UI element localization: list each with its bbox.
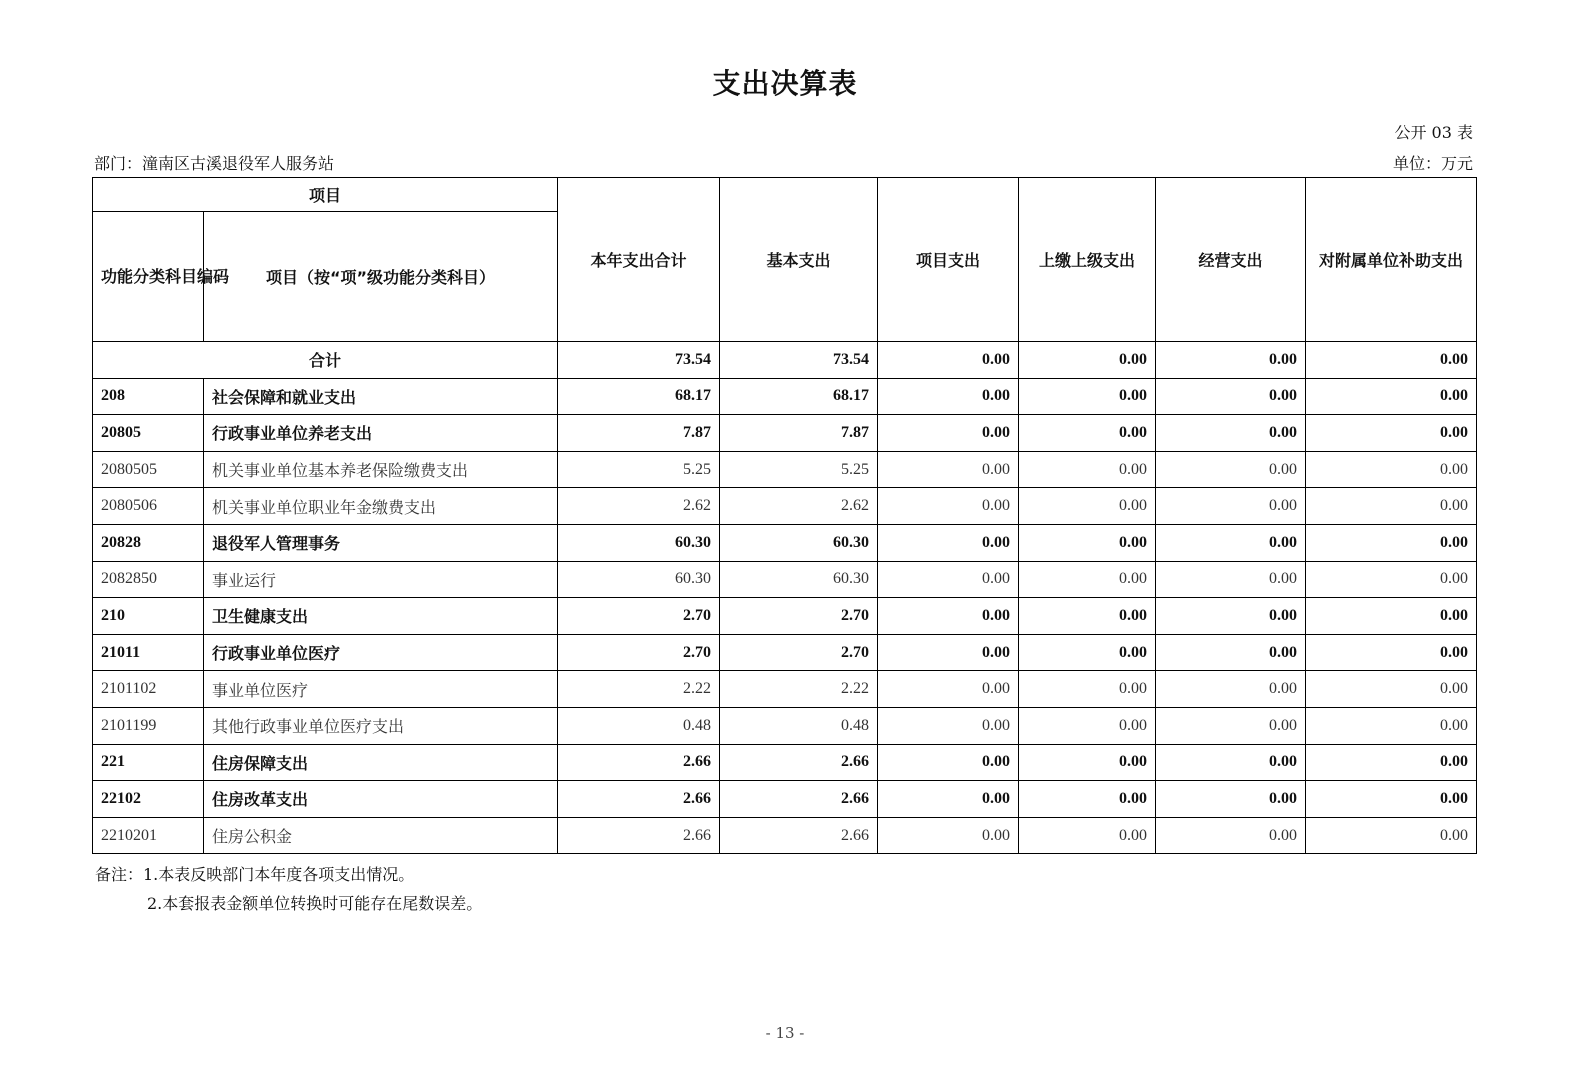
cell-subsidy: 0.00 xyxy=(1306,634,1477,671)
cell-project: 0.00 xyxy=(878,524,1019,561)
cell-upper: 0.00 xyxy=(1019,451,1156,488)
cell-business: 0.00 xyxy=(1156,488,1306,525)
cell-name: 住房保障支出 xyxy=(204,744,558,781)
cell-upper: 0.00 xyxy=(1019,378,1156,415)
total-row xyxy=(93,342,1477,379)
header-subsidy: 对附属单位补助支出 xyxy=(1306,178,1477,342)
cell-total: 60.30 xyxy=(558,561,720,598)
cell-name: 行政事业单位养老支出 xyxy=(204,415,558,452)
cell-basic: 73.54 xyxy=(720,342,878,379)
cell-total: 2.66 xyxy=(558,817,720,854)
cell-business: 0.00 xyxy=(1156,744,1306,781)
cell-project: 0.00 xyxy=(878,378,1019,415)
cell-business: 0.00 xyxy=(1156,524,1306,561)
table-row xyxy=(93,561,1477,598)
cell-project: 0.00 xyxy=(878,598,1019,635)
cell-subsidy: 0.00 xyxy=(1306,707,1477,744)
cell-code: 2101102 xyxy=(93,671,204,708)
cell-name: 事业单位医疗 xyxy=(204,671,558,708)
cell-basic: 2.62 xyxy=(720,488,878,525)
cell-total: 2.70 xyxy=(558,598,720,635)
cell-subsidy: 0.00 xyxy=(1306,598,1477,635)
cell-code: 22102 xyxy=(93,781,204,818)
cell-project: 0.00 xyxy=(878,707,1019,744)
cell-subsidy: 0.00 xyxy=(1306,561,1477,598)
cell-subsidy: 0.00 xyxy=(1306,451,1477,488)
cell-business: 0.00 xyxy=(1156,707,1306,744)
cell-upper: 0.00 xyxy=(1019,598,1156,635)
cell-basic: 68.17 xyxy=(720,378,878,415)
header-basic: 基本支出 xyxy=(720,178,878,342)
cell-business: 0.00 xyxy=(1156,817,1306,854)
cell-code: 210 xyxy=(93,598,204,635)
cell-total: 60.30 xyxy=(558,524,720,561)
cell-project: 0.00 xyxy=(878,451,1019,488)
cell-code: 2080505 xyxy=(93,451,204,488)
cell-total: 2.66 xyxy=(558,781,720,818)
cell-total: 2.70 xyxy=(558,634,720,671)
cell-basic: 2.70 xyxy=(720,598,878,635)
note-2: 2.本套报表金额单位转换时可能存在尾数误差。 xyxy=(147,894,483,913)
table-row xyxy=(93,671,1477,708)
cell-code: 20805 xyxy=(93,415,204,452)
cell-subsidy: 0.00 xyxy=(1306,817,1477,854)
cell-basic: 60.30 xyxy=(720,524,878,561)
table-row xyxy=(93,634,1477,671)
cell-project: 0.00 xyxy=(878,634,1019,671)
cell-upper: 0.00 xyxy=(1019,415,1156,452)
cell-business: 0.00 xyxy=(1156,378,1306,415)
header-code: 功能分类科目编码 xyxy=(93,212,204,342)
cell-basic: 0.48 xyxy=(720,707,878,744)
cell-basic: 2.66 xyxy=(720,817,878,854)
cell-total: 7.87 xyxy=(558,415,720,452)
cell-business: 0.00 xyxy=(1156,451,1306,488)
cell-basic: 2.66 xyxy=(720,744,878,781)
cell-basic: 2.70 xyxy=(720,634,878,671)
cell-project: 0.00 xyxy=(878,744,1019,781)
header-upper: 上缴上级支出 xyxy=(1019,178,1156,342)
cell-business: 0.00 xyxy=(1156,342,1306,379)
cell-upper: 0.00 xyxy=(1019,781,1156,818)
cell-upper: 0.00 xyxy=(1019,342,1156,379)
cell-project: 0.00 xyxy=(878,561,1019,598)
cell-code: 208 xyxy=(93,378,204,415)
cell-upper: 0.00 xyxy=(1019,488,1156,525)
cell-subsidy: 0.00 xyxy=(1306,415,1477,452)
header-business: 经营支出 xyxy=(1156,178,1306,342)
cell-basic: 60.30 xyxy=(720,561,878,598)
cell-subsidy: 0.00 xyxy=(1306,342,1477,379)
table-row xyxy=(93,451,1477,488)
cell-business: 0.00 xyxy=(1156,781,1306,818)
page-title: 支出决算表 xyxy=(712,67,858,100)
cell-subsidy: 0.00 xyxy=(1306,744,1477,781)
cell-basic: 2.22 xyxy=(720,671,878,708)
cell-name: 卫生健康支出 xyxy=(204,598,558,635)
unit-label: 单位：万元 xyxy=(1392,154,1473,173)
cell-name: 住房改革支出 xyxy=(204,781,558,818)
table-row xyxy=(93,781,1477,818)
table-row xyxy=(93,415,1477,452)
cell-business: 0.00 xyxy=(1156,598,1306,635)
cell-name: 机关事业单位职业年金缴费支出 xyxy=(204,488,558,525)
cell-name: 住房公积金 xyxy=(204,817,558,854)
cell-code: 2080506 xyxy=(93,488,204,525)
expenditure-table xyxy=(92,177,1477,854)
header-item: 项目（按“项”级功能分类科目） xyxy=(204,212,558,342)
table-row xyxy=(93,378,1477,415)
cell-name: 其他行政事业单位医疗支出 xyxy=(204,707,558,744)
cell-project: 0.00 xyxy=(878,342,1019,379)
header-total: 本年支出合计 xyxy=(558,178,720,342)
cell-total: 73.54 xyxy=(558,342,720,379)
table-row xyxy=(93,488,1477,525)
cell-project: 0.00 xyxy=(878,817,1019,854)
cell-upper: 0.00 xyxy=(1019,744,1156,781)
cell-project: 0.00 xyxy=(878,671,1019,708)
cell-total: 0.48 xyxy=(558,707,720,744)
cell-subsidy: 0.00 xyxy=(1306,488,1477,525)
cell-name: 机关事业单位基本养老保险缴费支出 xyxy=(204,451,558,488)
table-row xyxy=(93,598,1477,635)
cell-upper: 0.00 xyxy=(1019,707,1156,744)
cell-upper: 0.00 xyxy=(1019,634,1156,671)
notes xyxy=(95,860,482,918)
cell-total: 2.62 xyxy=(558,488,720,525)
cell-code: 2210201 xyxy=(93,817,204,854)
department-label: 部门：潼南区古溪退役军人服务站 xyxy=(94,154,335,173)
cell-total: 5.25 xyxy=(558,451,720,488)
cell-project: 0.00 xyxy=(878,415,1019,452)
cell-subsidy: 0.00 xyxy=(1306,671,1477,708)
cell-name: 社会保障和就业支出 xyxy=(204,378,558,415)
table-row xyxy=(93,707,1477,744)
cell-basic: 2.66 xyxy=(720,781,878,818)
cell-subsidy: 0.00 xyxy=(1306,378,1477,415)
cell-subsidy: 0.00 xyxy=(1306,781,1477,818)
cell-name: 事业运行 xyxy=(204,561,558,598)
cell-upper: 0.00 xyxy=(1019,671,1156,708)
cell-basic: 5.25 xyxy=(720,451,878,488)
cell-code: 2082850 xyxy=(93,561,204,598)
cell-business: 0.00 xyxy=(1156,671,1306,708)
cell-basic: 7.87 xyxy=(720,415,878,452)
page-number: - 13 - xyxy=(765,1024,805,1042)
cell-code: 221 xyxy=(93,744,204,781)
cell-name: 退役军人管理事务 xyxy=(204,524,558,561)
cell-upper: 0.00 xyxy=(1019,561,1156,598)
cell-business: 0.00 xyxy=(1156,561,1306,598)
cell-code: 2101199 xyxy=(93,707,204,744)
cell-upper: 0.00 xyxy=(1019,524,1156,561)
header-project: 项目 xyxy=(93,178,558,212)
cell-business: 0.00 xyxy=(1156,415,1306,452)
cell-business: 0.00 xyxy=(1156,634,1306,671)
note-1: 备注：1.本表反映部门本年度各项支出情况。 xyxy=(95,865,415,884)
table-row xyxy=(93,524,1477,561)
cell-code: 20828 xyxy=(93,524,204,561)
header-project-expenditure: 项目支出 xyxy=(878,178,1019,342)
cell-total: 2.22 xyxy=(558,671,720,708)
cell-total: 2.66 xyxy=(558,744,720,781)
cell-upper: 0.00 xyxy=(1019,817,1156,854)
table-row xyxy=(93,744,1477,781)
total-label: 合计 xyxy=(93,342,558,379)
cell-project: 0.00 xyxy=(878,488,1019,525)
table-row xyxy=(93,817,1477,854)
form-number: 公开 03 表 xyxy=(1394,123,1473,142)
cell-subsidy: 0.00 xyxy=(1306,524,1477,561)
cell-project: 0.00 xyxy=(878,781,1019,818)
cell-name: 行政事业单位医疗 xyxy=(204,634,558,671)
cell-total: 68.17 xyxy=(558,378,720,415)
cell-code: 21011 xyxy=(93,634,204,671)
